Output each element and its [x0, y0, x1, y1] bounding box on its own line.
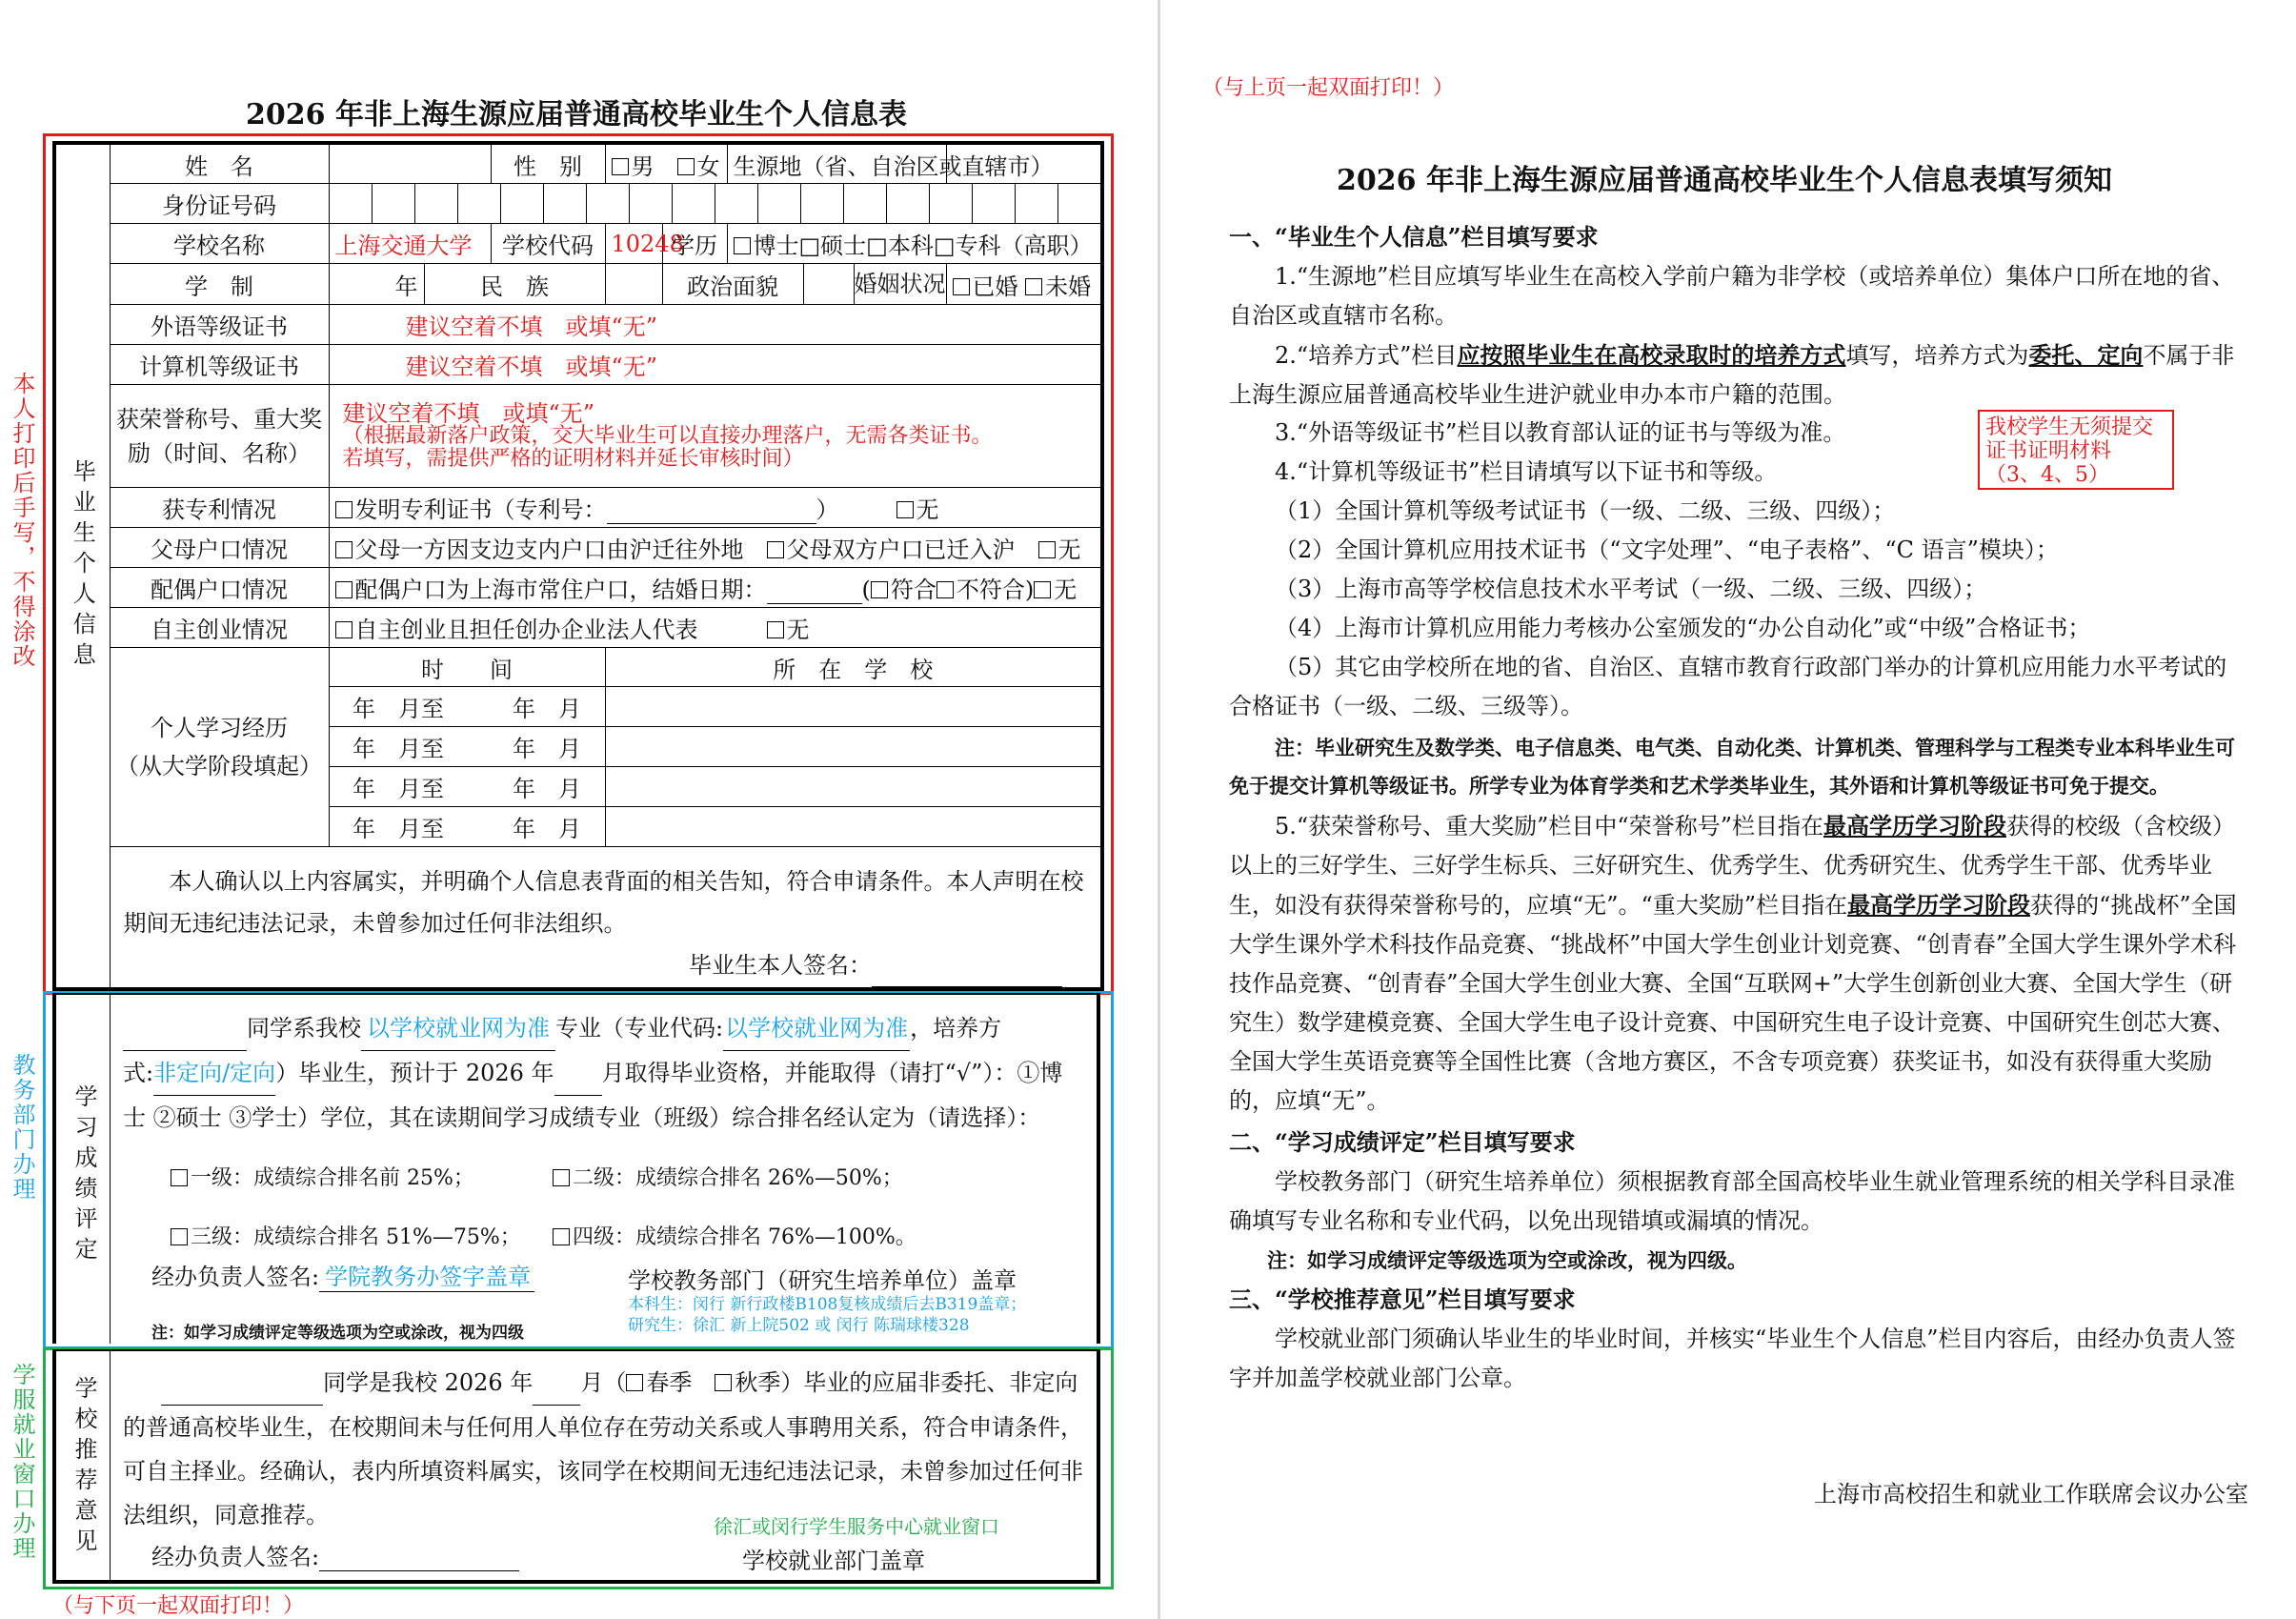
spouse-field[interactable]: 配偶户口为上海市常住户口，结婚日期： ( 符合 不符合) 无	[329, 568, 1102, 608]
startup-field[interactable]: 自主创业且担任创办企业法人代表 无	[329, 608, 1102, 648]
bottom-print-note: （与下页一起双面打印！）	[52, 1594, 305, 1618]
window-hint: 徐汇或闵行学生服务中心就业窗口	[714, 1515, 999, 1538]
s1-list-3: （3）上海市高等学校信息技术水平考试（一级、二级、三级、四级）；	[1275, 576, 1987, 602]
study-time-4[interactable]: 年 月至 年 月	[329, 807, 605, 847]
parents-field[interactable]: 父母一方因支边支内户口由沪迁往外地 父母双方户口已迁入沪 无	[329, 528, 1102, 568]
s1-p2: 2.“培养方式”栏目应按照毕业生在高校录取时的培养方式填写，培养方式为委托、定向不属于非上海生源应届普通高校毕业生进沪就业申办本市户籍的范围。	[1229, 341, 2235, 408]
study-eval-label: 学习成绩评定	[70, 1084, 97, 1267]
s1-note: 注：毕业研究生及数学类、电子信息类、电气类、自动化类、计算机类、管理科学与工程类专业本科毕业生可免于提交计算机等级证书。所学专业为体育学类和艺术学类毕业生，其外语和计算机等级证书可免于提交。	[1229, 736, 2235, 798]
degree-options[interactable]: 博士□硕士□本科□专科（高职）	[727, 224, 1102, 264]
eval-note: 注：如学习成绩评定等级选项为空或涂改，视为四级	[151, 1324, 524, 1343]
recommend-seal-label: 学校就业部门盖章	[742, 1548, 925, 1574]
schooling-label: 学 制	[110, 264, 329, 305]
patent-field[interactable]: 发明专利证书（专利号： ） 无	[329, 488, 1102, 528]
study-eval-section	[52, 993, 1100, 1344]
eval-signer: 经办负责人签名: 学院教务办签字盖章	[151, 1258, 534, 1292]
issuer: 上海市高校招生和就业工作联席会议办公室	[1814, 1481, 2248, 1508]
study-time-3[interactable]: 年 月至 年 月	[329, 767, 605, 807]
s3-p: 学校就业部门须确认毕业生的毕业时间，并核实“毕业生个人信息”栏目内容后，由经办负责人签字并加盖学校就业部门公章。	[1229, 1326, 2236, 1391]
side-note-academic: 教务部门办理	[9, 1053, 35, 1202]
degree-label: 学历	[662, 224, 727, 264]
s1-list-5: （5）其它由学校所在地的省、自治区、直辖市教育行政部门举办的计算机应用能力水平考试的合格证书（一级、二级、三级等）。	[1229, 654, 2227, 719]
study-time-2[interactable]: 年 月至 年 月	[329, 727, 605, 767]
political-label: 政治面貌	[662, 264, 803, 305]
female-checkbox[interactable]	[677, 158, 695, 175]
autumn-checkbox[interactable]	[715, 1374, 732, 1391]
computer-cert-field[interactable]: 建议空着不填 或填“无”	[329, 345, 1102, 385]
personal-info-table	[52, 141, 1104, 991]
student-signature: 毕业生本人签名：	[124, 944, 1092, 987]
honor-field[interactable]: 建议空着不填 或填“无” （根据最新落户政策，交大毕业生可以直接办理落户，无需各类证书。 若填写，需提供严格的证明材料并延长审核时间）	[329, 385, 1102, 488]
id-label: 身份证号码	[110, 184, 329, 224]
top-print-note: （与上页一起双面打印！）	[1202, 76, 1455, 100]
recommend-body: 同学是我校 2026 年 月（ 春季 秋季）毕业的应届非委托、非定向 的普通高校毕业生，在校期间未与任何用人单位存在劳动关系或人事聘用关系，符合申请条件，可自主择业。经确认，表内所填资料属实，该同学在校期间无违纪违法记录，未曾参加过任何非法组织，同意推荐。	[123, 1361, 1085, 1537]
s2-title: 二、“学习成绩评定”栏目填写要求	[1229, 1128, 1576, 1156]
id-number-field[interactable]	[329, 184, 1102, 224]
lang-cert-label: 外语等级证书	[110, 305, 329, 345]
side-note-handwrite: 本人打印后手写，不得涂改	[9, 372, 35, 669]
mode-hint: 非定向/定向	[153, 1051, 275, 1096]
s1-p3: 3.“外语等级证书”栏目以教育部认证的证书与等级为准。	[1275, 419, 1846, 446]
s1-p1: 1.“生源地”栏目应填写毕业生在高校入学前户籍为非学校（或培养单位）集体户口所在地的省、自治区或直辖市名称。	[1229, 263, 2235, 329]
marital-options[interactable]: 已婚 未婚	[946, 264, 1102, 305]
side-note-service: 学服就业窗口办理	[9, 1363, 35, 1561]
s1-list-2: （2）全国计算机应用技术证书（“文字处理”、“电子表格”、“C 语言”模块）；	[1275, 536, 2059, 563]
origin-label: 生源地（省、自治区或直辖市）	[727, 143, 946, 184]
recommend-section	[52, 1349, 1100, 1584]
lang-cert-field[interactable]: 建议空着不填 或填“无”	[329, 305, 1102, 345]
patent-label: 获专利情况	[110, 488, 329, 528]
school-header: 所 在 学 校	[605, 648, 1102, 687]
startup-label: 自主创业情况	[110, 608, 329, 648]
section-personal-info: 毕业生个人信息	[54, 143, 110, 989]
s2-p: 学校教务部门（研究生培养单位）须根据教育部全国高校毕业生就业管理系统的相关学科目录准确填写专业名称和专业代码，以免出现错填或漏填的情况。	[1229, 1168, 2235, 1234]
name-label: 姓 名	[110, 143, 329, 184]
red-note-box: 我校学生无须提交 证书证明材料 （3、4、5）	[1978, 410, 2174, 490]
signer-hint: 学院教务办签字盖章	[319, 1258, 534, 1292]
instructions-title: 2026 年非上海生源应届普通高校毕业生个人信息表填写须知	[1337, 164, 2112, 197]
form-title: 2026 年非上海生源应届普通高校毕业生个人信息表	[246, 98, 907, 132]
school-name-label: 学校名称	[110, 224, 329, 264]
school-name-value: 上海交通大学	[329, 224, 491, 264]
eval-seal-label: 学校教务部门（研究生培养单位）盖章	[628, 1267, 1017, 1294]
gender-options[interactable]: 男 女	[605, 143, 727, 184]
ethnic-label: 民 族	[424, 264, 605, 305]
level1-checkbox[interactable]	[171, 1169, 188, 1186]
s1-p4: 4.“计算机等级证书”栏目请填写以下证书和等级。	[1275, 458, 1778, 485]
s3-title: 三、“学校推荐意见”栏目填写要求	[1229, 1285, 1576, 1313]
name-field[interactable]	[329, 143, 491, 184]
study-time-1[interactable]: 年 月至 年 月	[329, 687, 605, 727]
study-history-label: 个人学习经历 （从大学阶段填起）	[110, 648, 329, 847]
recommend-signer: 经办负责人签名:	[151, 1538, 519, 1571]
s1-title: 一、“毕业生个人信息”栏目填写要求	[1229, 223, 1599, 251]
political-field[interactable]: 婚姻状况	[803, 264, 946, 305]
level2-checkbox[interactable]	[553, 1169, 570, 1186]
s1-list-4: （4）上海市计算机应用能力考核办公室颁发的“办公自动化”或“中级”合格证书；	[1275, 615, 2091, 641]
school-code-label: 学校代码	[491, 224, 605, 264]
gender-label: 性 别	[491, 143, 605, 184]
spring-checkbox[interactable]	[626, 1374, 643, 1391]
spouse-label: 配偶户口情况	[110, 568, 329, 608]
male-checkbox[interactable]	[612, 158, 629, 175]
level3-checkbox[interactable]	[171, 1228, 188, 1245]
study-school-2[interactable]	[605, 727, 1102, 767]
study-school-1[interactable]	[605, 687, 1102, 727]
declaration-cell	[110, 847, 1102, 990]
code-hint: 以学校就业网为准	[723, 1006, 910, 1051]
study-school-4[interactable]	[605, 807, 1102, 847]
ethnic-field[interactable]	[605, 264, 662, 305]
s1-p5: 5.“获荣誉称号、重大奖励”栏目中“荣誉称号”栏目指在最高学历学习阶段获得的校级（含校级）以上的三好学生、三好学生标兵、三好研究生、优秀学生、优秀研究生、优秀学生干部、优秀毕业生，如没有获得荣誉称号的，应填“无”。“重大奖励”栏目指在最高学历学习阶段获得的“挑战杯”全国大学生课外学术科技作品竞赛、“挑战杯”中国大学生创业计划竞赛、“创青春”全国大学生课外学术科技作品竞赛、“创青春”全国大学生创业大赛、全国“互联网+”大学生创新创业大赛、全国大学生（研究生）数学建模竞赛、全国大学生电子设计竞赛、中国研究生电子设计竞赛、中国研究生创芯大赛、全国大学生英语竞赛等全国性比赛（含地方赛区，不含专项竞赛）获奖证书，如没有获得重大奖励的，应填“无”。	[1229, 812, 2237, 1114]
time-header: 时 间	[329, 648, 605, 687]
honor-label: 获荣誉称号、重大奖励（时间、名称）	[110, 385, 329, 488]
parents-label: 父母户口情况	[110, 528, 329, 568]
page-divider	[1158, 0, 1160, 1619]
level4-checkbox[interactable]	[553, 1228, 570, 1245]
computer-cert-label: 计算机等级证书	[110, 345, 329, 385]
eval-location-hints: 本科生：闵行 新行政楼B108复核成绩后去B319盖章； 研究生：徐汇 新上院502 或 闵行 陈瑞球楼328	[628, 1295, 1027, 1335]
s2-note: 注：如学习成绩评定等级选项为空或涂改，视为四级。	[1267, 1248, 1747, 1272]
major-hint: 以学校就业网为准	[361, 1006, 555, 1051]
declaration-text: 本人确认以上内容属实，并明确个人信息表背面的相关告知，符合申请条件。本人声明在校期间无违纪违法记录，未曾参加过任何非法组织。	[123, 868, 1084, 937]
recommend-label: 学校推荐意见	[70, 1376, 97, 1559]
study-eval-body: 同学系我校 以学校就业网为准 专业（专业代码:以学校就业网为准，培养方 式:非定向/定向）毕业生，预计于 2026 年 月取得毕业资格，并能取得（请打“√”）：①博 士 ②硕士 ③学士）学位，其在读期间学习成绩专业（班级）综合排名经认定为（请选择）： 一级：成绩综合排名前 25%； 二级：成绩综合排名 26%—50%； 三级：成绩综合排名 51%—75%； 四级：成绩综合排名 76%—100%。	[123, 1006, 1085, 1260]
schooling-field[interactable]: 年	[329, 264, 424, 305]
school-code-value: 10248	[605, 224, 662, 264]
s1-list-1: （1）全国计算机等级考试证书（一级、二级、三级、四级）；	[1275, 497, 1896, 524]
study-school-3[interactable]	[605, 767, 1102, 807]
